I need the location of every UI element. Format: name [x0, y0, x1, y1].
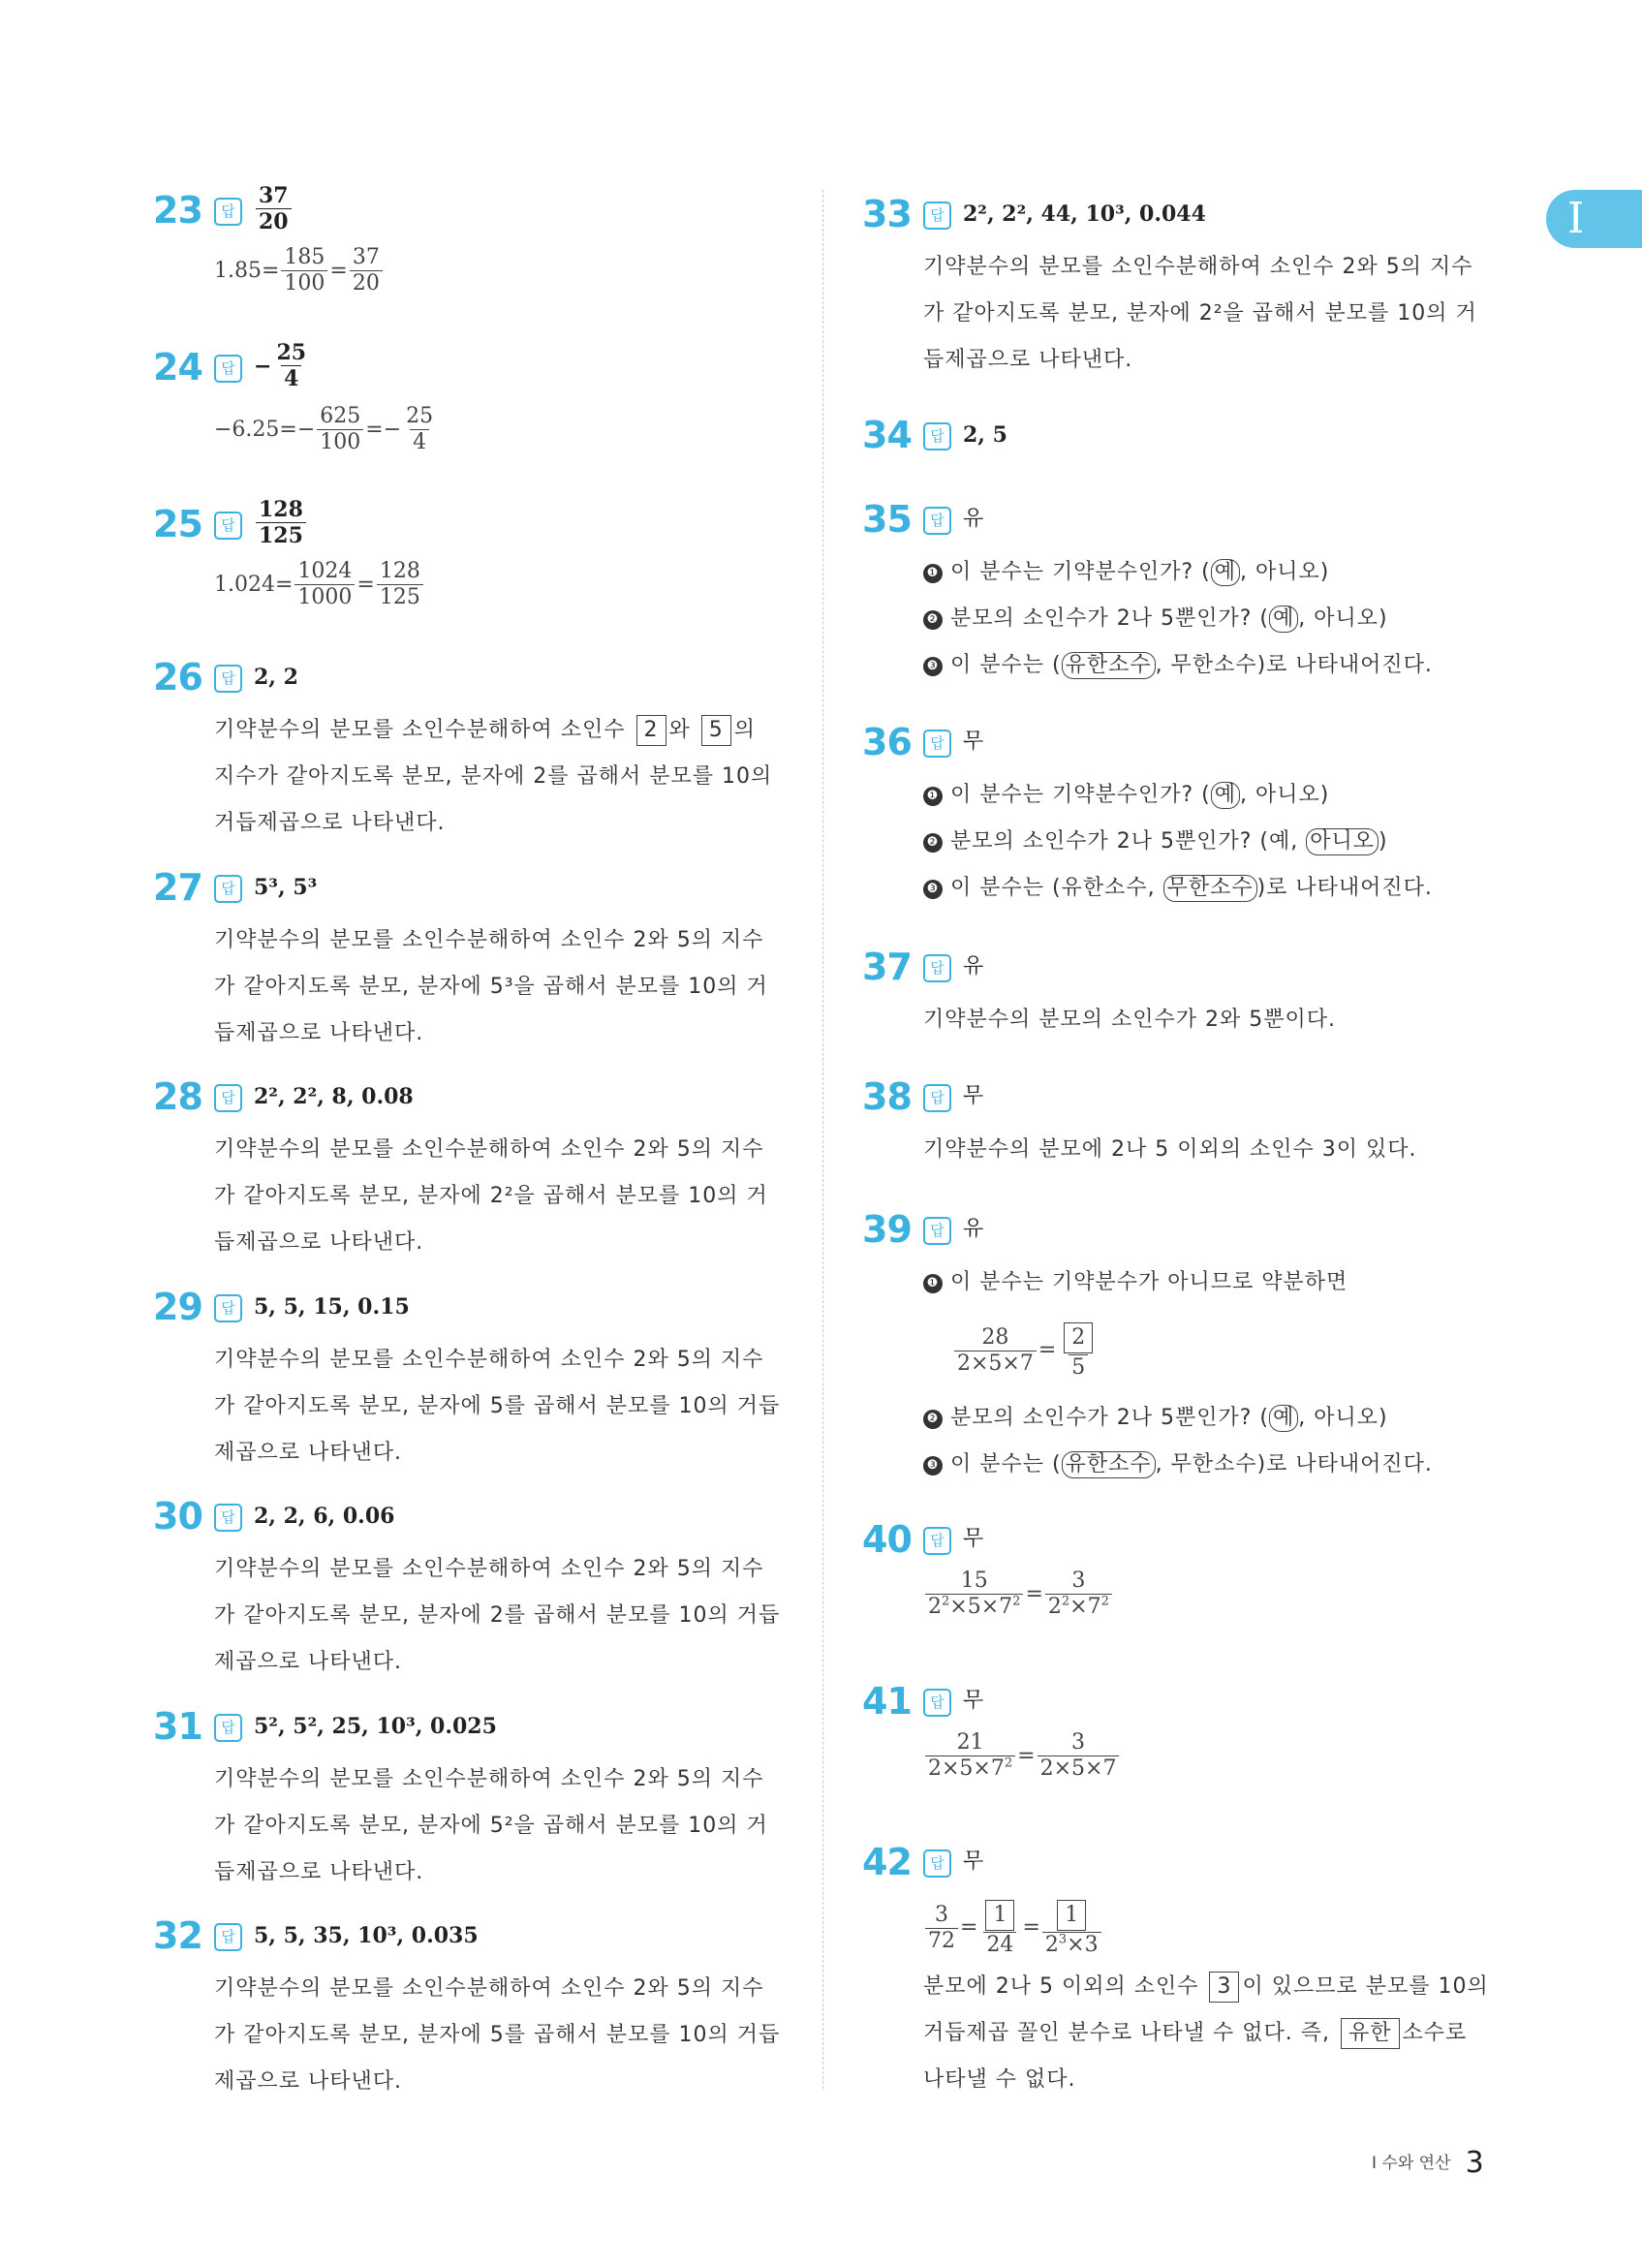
answer: 무	[963, 1689, 984, 1713]
answer: 2, 2, 6, 0.06	[254, 1504, 395, 1529]
problem-number: 33	[862, 193, 912, 235]
explanation: 기약분수의 분모를 소인수분해하여 소인수 2와 5의 지수 가 같아지도록 분모, 분자에 5³을 곱해서 분모를 10의 거 듭제곱으로 나타낸다.	[214, 928, 768, 1045]
problem-38	[862, 1072, 1502, 1173]
problem-37	[862, 943, 1502, 1043]
answer: 유	[963, 1217, 984, 1241]
chapter-tab	[1546, 190, 1642, 248]
answer-badge: 답	[214, 1504, 242, 1532]
problem-40	[862, 1515, 1502, 1619]
problem-27	[153, 863, 792, 1057]
solution-equation: $\frac{21}{2\times 5\times 7^2}$ = $\frac{3}{2\times 5\times 7}$	[923, 1731, 1502, 1781]
answer: $\frac{128}{125}$	[254, 498, 308, 547]
answer-badge: 답	[214, 355, 242, 383]
answer: 유	[963, 954, 984, 979]
answer: 5², 5², 25, 10³, 0.025	[254, 1714, 497, 1739]
answer-badge: 답	[923, 1084, 951, 1112]
answer-badge: 답	[923, 1527, 951, 1555]
answer: 5³, 5³	[254, 875, 318, 900]
explanation: 기약분수의 분모를 소인수분해하여 소인수 2와 5의 지수 가 같아지도록 분모, 분자에 2²을 곱해서 분모를 10의 거 듭제곱으로 나타낸다.	[923, 255, 1477, 372]
explanation: 기약분수의 분모를 소인수분해하여 소인수 2 와 5 의 지수가 같아지도록 분모, 분자에 2를 곱해서 분모를 10의 거듭제곱으로 나타낸다.	[214, 707, 792, 847]
answer-badge: 답	[923, 507, 951, 535]
explanation: ❶ 이 분수는 기약분수인가? ( 예 , 아니오) ❷ 분모의 소인수가 2나 5뿐인가? (예, 아니오 ) ❸ 이 분수는 (유한소수, 무한소수 )로 나타내어진다.	[923, 772, 1502, 912]
column-divider	[822, 190, 823, 2089]
answer-badge: 답	[923, 954, 951, 982]
solution-equation: 1.85= $\frac{185}{100}$ = $\frac{37}{20}$	[214, 246, 792, 295]
answer-badge: 답	[214, 1084, 242, 1112]
explanation: ❶ 이 분수는 기약분수인가? ( 예 , 아니오) ❷ 분모의 소인수가 2나 5뿐인가? ( 예 , 아니오) ❸ 이 분수는 ( 유한소수 , 무한소수)로 나타내어진다.	[923, 549, 1502, 689]
explanation: 기약분수의 분모를 소인수분해하여 소인수 2와 5의 지수 가 같아지도록 분모, 분자에 5를 곱해서 분모를 10의 거듭 제곱으로 나타낸다.	[214, 1348, 781, 1465]
problem-number: 37	[862, 946, 912, 988]
answer: 무	[963, 730, 984, 754]
problem-24	[153, 340, 792, 454]
problem-number: 38	[862, 1075, 912, 1118]
answer-badge: 답	[214, 1294, 242, 1322]
problem-number: 35	[862, 498, 912, 541]
section-label: I 수와 연산	[1372, 2154, 1451, 2173]
answer-badge: 답	[214, 1923, 242, 1951]
reduced-fraction: $\frac{28}{2\times 5\times 7}$ = $\frac{2}{5}$	[952, 1312, 1502, 1389]
problem-33	[862, 190, 1502, 384]
answer-badge: 답	[923, 422, 951, 450]
page-number: 3	[1465, 2146, 1484, 2180]
answer-badge: 답	[923, 1689, 951, 1717]
problem-30	[153, 1492, 792, 1686]
problem-number: 32	[153, 1914, 202, 1957]
answer-badge: 답	[923, 1849, 951, 1878]
problem-number: 31	[153, 1705, 202, 1748]
chapter-tab-label: I	[1567, 194, 1585, 243]
problem-25	[153, 497, 792, 609]
answer: 2, 2	[254, 665, 298, 690]
problem-42	[862, 1838, 1502, 2103]
answer-badge: 답	[923, 202, 951, 230]
answer-badge: 답	[923, 1217, 951, 1245]
problem-number: 25	[153, 503, 202, 545]
answer: 2², 2², 8, 0.08	[254, 1084, 414, 1109]
problem-number: 39	[862, 1208, 912, 1251]
answer: 5, 5, 35, 10³, 0.035	[254, 1923, 479, 1948]
answer: 2, 5	[963, 422, 1007, 448]
answer: − $\frac{25}{4}$	[254, 340, 307, 391]
problem-number: 41	[862, 1680, 912, 1723]
problem-number: 28	[153, 1075, 202, 1118]
problem-number: 30	[153, 1495, 202, 1538]
solution-equation: $\frac{3}{72}$ = $\frac{1}{24}$ = $\frac{1}{2^3\times 3}$	[923, 1892, 1502, 1964]
problem-number: 23	[153, 189, 202, 232]
answer: 5, 5, 15, 0.15	[254, 1294, 410, 1320]
problem-23	[153, 183, 792, 295]
page-footer	[1372, 2146, 1484, 2180]
solution-equation: −6.25=− $\frac{625}{100}$ =− $\frac{25}{4}$	[214, 404, 434, 454]
explanation: $\frac{3}{72}$ = $\frac{1}{24}$ = $\frac{1}{2^3\times 3}$ 분모에 2나 5 이외의 소인수 3 이 있으므로 분모를 10의 거듭제곱 꼴인 분수로 나타낼 수 없다. 즉, 유한 소수로 나타낼 수 없다.	[923, 1892, 1502, 2103]
answer: 무	[963, 1527, 984, 1551]
problem-39	[862, 1205, 1502, 1488]
problem-36	[862, 718, 1502, 912]
answer: 무	[963, 1084, 984, 1108]
problem-26	[153, 653, 792, 847]
explanation: 기약분수의 분모에 2나 5 이외의 소인수 3이 있다.	[923, 1137, 1417, 1162]
problem-29	[153, 1283, 792, 1476]
answer: 무	[963, 1849, 984, 1874]
answer: 유	[963, 507, 984, 531]
explanation: 기약분수의 분모의 소인수가 2와 5뿐이다.	[923, 1008, 1336, 1032]
problem-31	[153, 1702, 792, 1896]
answer-badge: 답	[214, 1714, 242, 1742]
solution-equation: 1.024= $\frac{1024}{1000}$ = $\frac{128}{125}$	[214, 560, 792, 609]
problem-34	[862, 411, 1502, 465]
answer-badge: 답	[214, 875, 242, 903]
answer: $\frac{37}{20}$	[254, 184, 294, 233]
problem-number: 36	[862, 721, 912, 763]
solution-equation: $\frac{15}{2^2\times 5\times 7^2}$ = $\frac{3}{2^2\times 7^2}$	[923, 1569, 1502, 1619]
explanation: 기약분수의 분모를 소인수분해하여 소인수 2와 5의 지수 가 같아지도록 분모, 분자에 2²을 곱해서 분모를 10의 거 듭제곱으로 나타낸다.	[214, 1137, 768, 1255]
problem-number: 40	[862, 1518, 912, 1561]
answer: 2², 2², 44, 10³, 0.044	[963, 202, 1206, 227]
problem-28	[153, 1072, 792, 1266]
explanation: 기약분수의 분모를 소인수분해하여 소인수 2와 5의 지수 가 같아지도록 분모, 분자에 2를 곱해서 분모를 10의 거듭 제곱으로 나타낸다.	[214, 1557, 781, 1674]
problem-number: 26	[153, 656, 202, 699]
problem-35	[862, 495, 1502, 689]
explanation: 기약분수의 분모를 소인수분해하여 소인수 2와 5의 지수 가 같아지도록 분모, 분자에 5²을 곱해서 분모를 10의 거 듭제곱으로 나타낸다.	[214, 1767, 768, 1884]
explanation: 기약분수의 분모를 소인수분해하여 소인수 2와 5의 지수 가 같아지도록 분모, 분자에 5를 곱해서 분모를 10의 거듭 제곱으로 나타낸다.	[214, 1976, 781, 2094]
explanation: ❶ 이 분수는 기약분수가 아니므로 약분하면 $\frac{28}{2\times 5\times 7}$ = $\frac{2}{5}$ ❷ 분모의 소인수가 2나 5뿐인가? ( 예 , 아니오) ❸ 이 분수는 ( 유한소수 , 무한소수)로 나타내어진다.	[923, 1259, 1502, 1488]
problem-number: 42	[862, 1841, 912, 1883]
answer-badge: 답	[214, 512, 242, 540]
problem-number: 24	[153, 346, 202, 388]
problem-32	[153, 1911, 792, 2105]
problem-number: 34	[862, 414, 912, 456]
problem-number: 27	[153, 866, 202, 909]
answer-badge: 답	[214, 665, 242, 693]
problem-41	[862, 1677, 1502, 1781]
answer-badge: 답	[923, 730, 951, 758]
answer-badge: 답	[214, 198, 242, 226]
problem-number: 29	[153, 1286, 202, 1328]
